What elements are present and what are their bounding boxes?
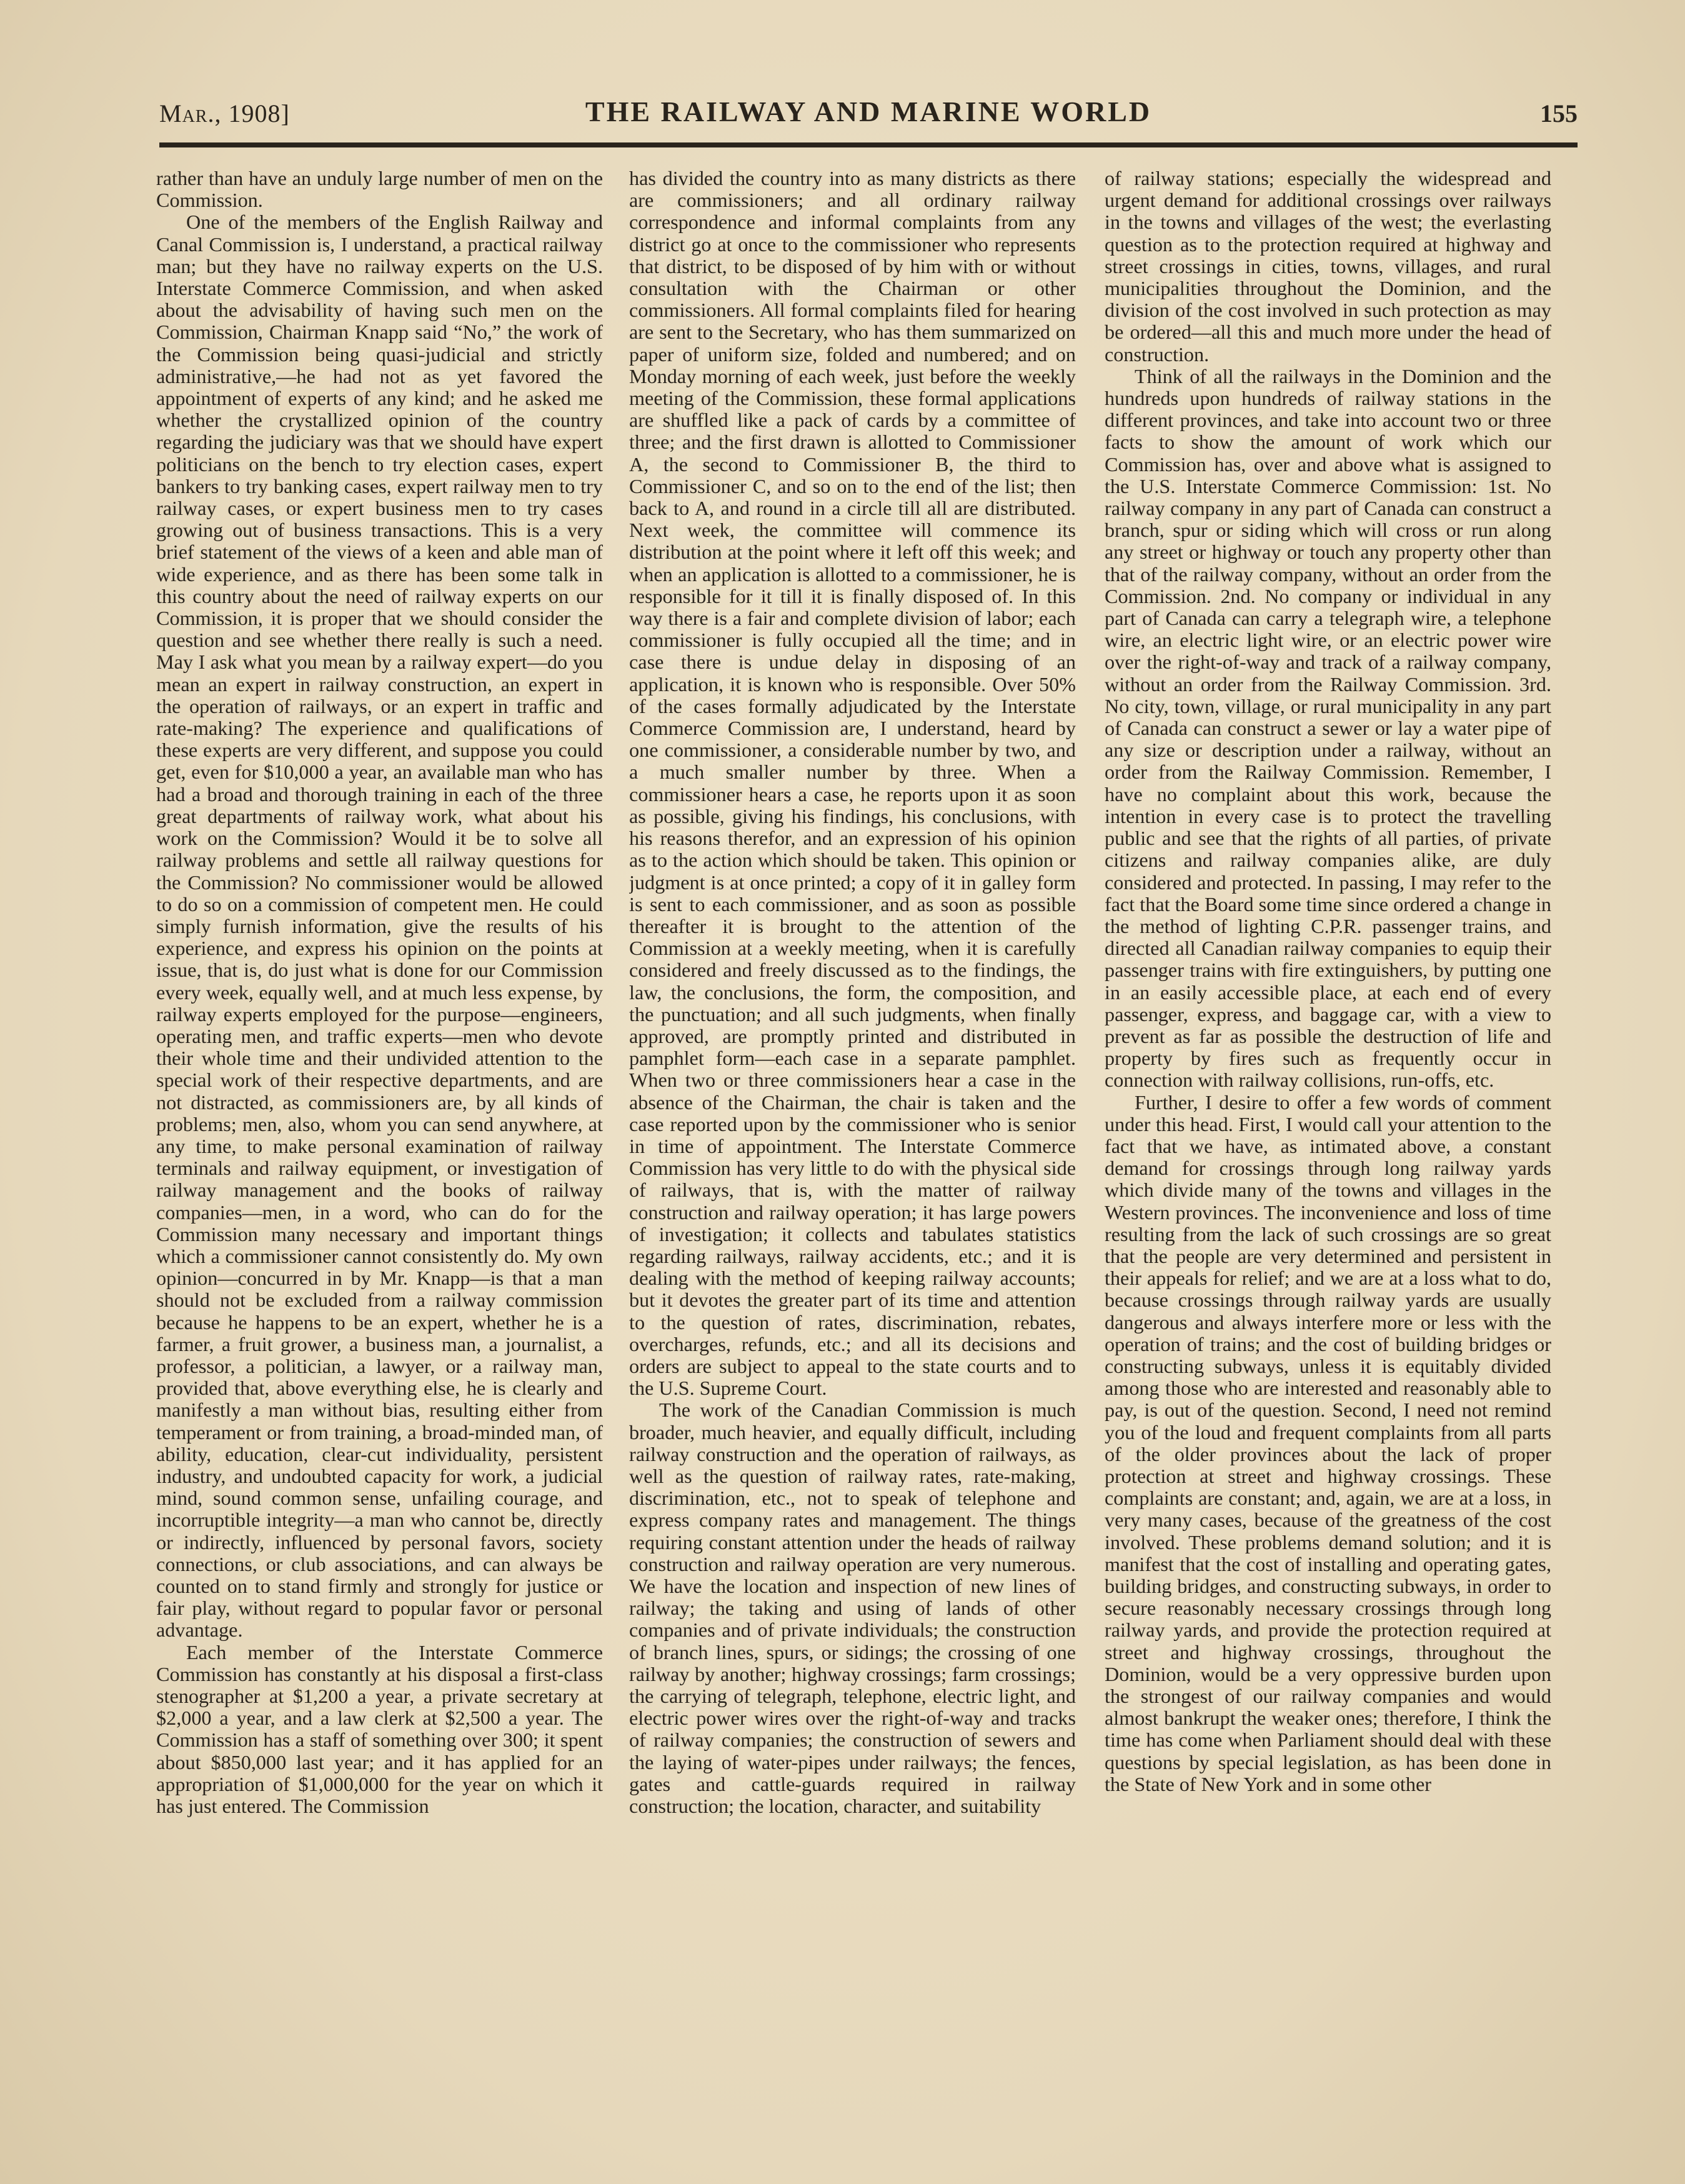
paragraph: The work of the Canadian Commission is much broader, much heavier, and equally difficult, including railway construction and the operation of railways, as well as the question of railway rates, rate-making, discrimination, etc., not to speak of telephone and express company rates and management. The things requiring constant attention under the heads of railway construction and railway operation are very numerous. We have the location and inspection of new lines of railway; the taking and using of lands of other companies and of private individuals; the construction of branch lines, spurs, or sidings; the crossing of one railway by another; highway crossings; farm crossings; the carrying of telegraph, telephone, electric light, and electric power wires over the right-of-way and tracks of railway companies; the construction of sewers and the laying of water-pipes under railways; the fences, gates and cattle-guards required in railway construction; the location, character, and suitability <box>629 1399 1076 1818</box>
header-rule <box>159 142 1578 147</box>
paragraph: has divided the country into as many districts as there are commissioners; and all ordinary railway correspondence and informal complaints from any district go at once to the commissioner who represents that district, to be disposed of by him with or without consultation with the Chairman or other commissioners. All formal complaints filed for hearing are sent to the Secretary, who has them summarized on paper of uniform size, folded and numbered; and on Monday morning of each week, just before the weekly meeting of the Commission, these formal applications are shuffled like a pack of cards by a committee of three; and the first drawn is allotted to Commissioner A, the second to Commissioner B, the third to Commissioner C, and so on to the end of the list; then back to A, and round in a circle till all are distributed. Next week, the committee will commence its distribution at the point where it left off this week; and when an application is allotted to a commissioner, he is responsible for it till it is finally disposed of. In this way there is a fair and complete division of labor; each commissioner is fully occupied all the time; and in case there is undue delay in disposing of an application, it is known who is responsible. Over 50% of the cases formally adjudicated by the Interstate Commerce Commission are, I understand, heard by one commissioner, a considerable number by two, and a much smaller number by three. When a commissioner hears a case, he reports upon it as soon as possible, giving his findings, his conclusions, with his reasons therefor, and an expression of his opinion as to the action which should be taken. This opinion or judgment is at once printed; a copy of it in galley form is sent to each commissioner, and as soon as possible thereafter it is brought to the attention of the Commission at a weekly meeting, when it is carefully considered and freely discussed as to the findings, the law, the conclusions, the form, the composition, and the punctuation; and all such judgments, when finally approved, are promptly printed and distributed in pamphlet form—each case in a separate pamphlet. When two or three commissioners hear a case in the absence of the Chairman, the chair is taken and the case reported upon by the commissioner who is senior in time of appointment. The Interstate Commerce Commission has very little to do with the physical side of railways, that is, with the matter of railway construction and railway operation; it has large powers of investigation; it collects and tabulates statistics regarding railways, railway accidents, etc.; and it is dealing with the method of keeping railway accounts; but it devotes the greater part of its time and attention to the question of rates, discrimination, rebates, overcharges, refunds, etc.; and all its decisions and orders are subject to appeal to the state courts and to the U.S. Supreme Court. <box>629 167 1076 1400</box>
publication-title: THE RAILWAY AND MARINE WORLD <box>585 96 1152 127</box>
page-header <box>159 92 1578 136</box>
issue-date: Mar., 1908] <box>159 99 290 127</box>
text-column-3 <box>1105 167 1551 2080</box>
page-number: 155 <box>1540 99 1578 127</box>
paragraph: rather than have an unduly large number of men on the Commission. <box>156 167 603 212</box>
paragraph: Each member of the Interstate Commerce Commission has constantly at his disposal a first-class stenographer at $1,200 a year, a private secretary at $2,000 a year, and a law clerk at $2,500 a year. The Commission has a staff of something over 300; it spent about $850,000 last year; and it has applied for an appropriation of $1,000,000 for the year on which it has just entered. The Commission <box>156 1640 603 1818</box>
text-column-1 <box>156 167 603 2080</box>
paragraph: Further, I desire to offer a few words of comment under this head. First, I would call your attention to the fact that we have, as intimated above, a constant demand for crossings through long railway yards which divide many of the towns and villages in the Western provinces. The inconvenience and loss of time resulting from the lack of such crossings are so great that the people are very determined and persistent in their appeals for relief; and we are at a loss what to do, because crossings through railway yards are usually dangerous and always interfere more or less with the operation of trains; and the cost of building bridges or constructing subways, unless it is equitably divided among those who are interested and reasonably able to pay, is out of the question. Second, I need not remind you of the loud and frequent complaints from all parts of the older provinces about the lack of proper protection at street and highway crossings. These complaints are constant; and, again, we are at a loss, in very many cases, because of the greatness of the cost involved. These problems demand solution; and it is manifest that the cost of installing and operating gates, building bridges, and constructing subways, in order to secure reasonably necessary crossings through long railway yards, and provide the protection required at street and highway crossings, throughout the Dominion, would be a very oppressive burden upon the strongest of our railway companies and would almost bankrupt the weaker ones; therefore, I think the time has come when Parliament should deal with these questions by special legislation, as has been done in the State of New York and in some other <box>1105 1090 1551 1795</box>
paragraph: One of the members of the English Railway and Canal Commission is, I understand, a practical railway man; but they have no railway experts on the U.S. Interstate Commerce Commission, and when asked about the advisability of having such men on the Commission, Chairman Knapp said “No,” the work of the Commission being quasi-judicial and strictly administrative,—he had not as yet favored the appointment of experts of any kind; and he asked me whether the crystallized opinion of the country regarding the judiciary was that we should have expert politicians on the bench to try election cases, expert bankers to try banking cases, expert railway men to try railway cases, or expert business men to try cases growing out of business transactions. This is a very brief statement of the views of a keen and able man of wide experience, and as there has been some talk in this country about the need of railway experts on our Commission, it is proper that we should consider the question and see whether there really is such a need. May I ask what you mean by a railway expert—do you mean an expert in railway construction, an expert in the operation of railways, or an expert in traffic and rate-making? The experience and qualifications of these experts are very different, and suppose you could get, even for $10,000 a year, an available man who has had a broad and thorough training in each of the three great departments of railway work, what about his work on the Commission? Would it be to solve all railway problems and settle all railway questions for the Commission? No commissioner would be allowed to do so on a commission of competent men. He could simply furnish information, give the results of his experience, and express his opinion on the points at issue, that is, do just what is done for our Commission every week, equally well, and at much less expense, by railway experts employed for the purpose—engineers, operating men, and traffic experts—men who devote their whole time and their undivided attention to the special work of their respective departments, and are not distracted, as commissioners are, by all kinds of problems; men, also, whom you can send anywhere, at any time, to make personal examination of railway terminals and railway equipment, or investigation of railway management and the books of railway companies—men, in a word, who can do for the Commission many necessary and important things which a commissioner cannot consistently do. My own opinion—concurred in by Mr. Knapp—is that a man should not be excluded from a railway commission because he happens to be an expert, whether he is a farmer, a fruit grower, a business man, a journalist, a professor, a politician, a lawyer, or a railway man, provided that, above everything else, he is clearly and manifestly a man without bias, resulting either from temperament or from training, a broad-minded man, of ability, education, clear-cut individuality, persistent industry, and undoubted capacity for work, a judicial mind, sound common sense, unfailing courage, and incorruptible integrity—a man who cannot be, directly or indirectly, influenced by personal favors, society connections, or club associations, and can always be counted on to stand firmly and strongly for justice or fair play, without regard to popular favor or personal advantage. <box>156 211 603 1642</box>
paragraph: Think of all the railways in the Dominion and the hundreds upon hundreds of railway stations in the different provinces, and take into account two or three facts to show the amount of work which our Commission has, over and above what is assigned to the U.S. Interstate Commerce Commission: 1st. No railway company in any part of Canada can construct a branch, spur or siding which will cross or run along any street or highway or touch any property other than that of the railway company, without an order from the Commission. 2nd. No company or individual in any part of Canada can carry a telegraph wire, a telephone wire, an electric light wire, or an electric power wire over the right-of-way and track of a railway company, without an order from the Railway Commission. 3rd. No city, town, village, or rural municipality in any part of Canada can construct a sewer or lay a water pipe of any size or description under a railway, without an order from the Railway Commission. Remember, I have no complaint about this work, because the intention in every case is to protect the travelling public and see that the rights of all parties, of private citizens and railway companies alike, are duly considered and protected. In passing, I may refer to the fact that the Board some time since ordered a change in the method of lighting C.P.R. passenger trains, and directed all Canadian railway companies to equip their passenger trains with fire extinguishers, by putting one in an easily accessible place, at each end of every passenger, express, and baggage car, with a view to prevent as far as possible the destruction of life and property by fires such as frequently occur in connection with railway collisions, run-offs, etc. <box>1105 364 1551 1092</box>
text-column-2 <box>629 167 1076 2080</box>
paragraph: of railway stations; especially the widespread and urgent demand for additional crossings over railways in the towns and villages of the west; the everlasting question as to the protection required at highway and street crossings in cities, towns, villages, and rural municipalities throughout the Dominion, and the division of the cost involved in such protection as may be ordered—all this and much more under the head of construction. <box>1105 167 1551 366</box>
